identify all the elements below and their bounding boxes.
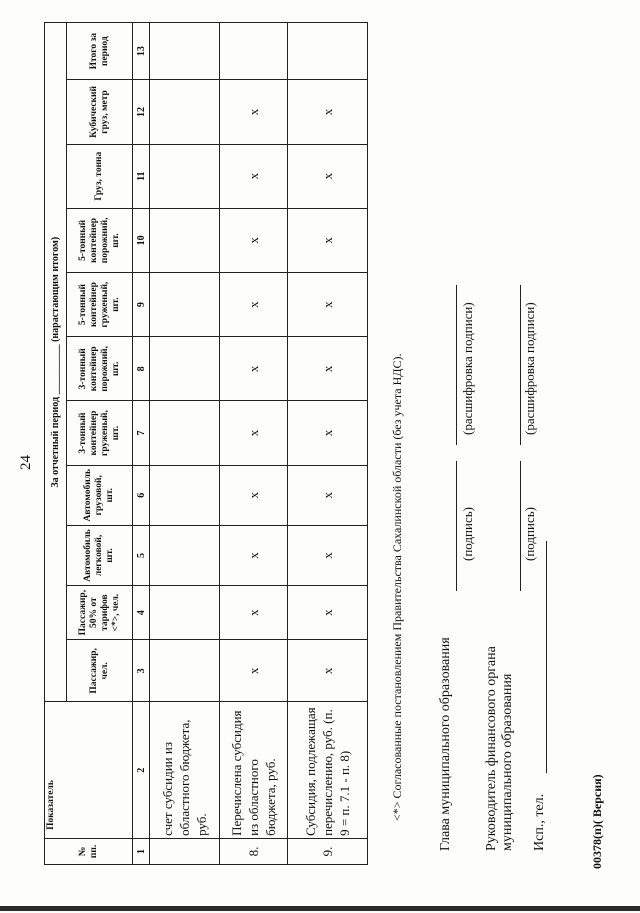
- col-header: Автомобиль грузовой, шт.: [67, 465, 133, 525]
- col-header: Груз, тонна: [67, 144, 133, 208]
- table-row: [288, 23, 368, 865]
- row-label: счет субсидии из областного бюджета, руб.: [150, 702, 220, 838]
- table-cell: x: [288, 465, 368, 525]
- col-header: Автомобиль легковой, шт.: [67, 525, 133, 585]
- column-number: 5: [133, 525, 150, 585]
- table-cell: x: [220, 337, 288, 401]
- finance-sign-caption: (подпись): [522, 507, 537, 561]
- finance-signature-label-1: Руководитель финансового органа: [484, 646, 499, 851]
- finance-decode-line: [520, 285, 521, 445]
- row-label: Субсидия, подлежащая перечислению, руб. (п. 9 = п. 7.1 - п. 8): [288, 702, 368, 838]
- row-label: Перечислена субсидия из областного бюджета, руб.: [220, 702, 288, 838]
- column-number: 12: [133, 80, 150, 144]
- executor-label: Исп., тел.: [532, 793, 547, 851]
- table-cell: [150, 337, 220, 401]
- document-code: 00378(п)( Версия): [590, 774, 604, 869]
- table-cell: x: [220, 144, 288, 208]
- col-header: Кубический груз, метр: [67, 80, 133, 144]
- head-decode-caption: (расшифровка подписи): [460, 302, 475, 435]
- table-cell: [150, 465, 220, 525]
- column-number: 1: [133, 838, 150, 864]
- report-table: [44, 22, 368, 865]
- table-cell: [150, 80, 220, 144]
- indicator-header: Показатель: [45, 702, 133, 838]
- footnote: <*> Согласованные постановлением Правительства Сахалинской области (без учета НДС).: [390, 353, 404, 821]
- finance-signature-label-2: муниципального образования: [500, 673, 515, 851]
- head-sign-line: [456, 461, 457, 591]
- period-header: За отчетный период __________ (нарастающим итогом): [45, 23, 67, 702]
- table-cell: [150, 586, 220, 640]
- table-cell: x: [288, 272, 368, 336]
- finance-decode-caption: (расшифровка подписи): [522, 302, 537, 435]
- table-cell: x: [288, 144, 368, 208]
- table-cell: x: [288, 586, 368, 640]
- col-header: 5-тонный контейнер порожний, шт.: [67, 208, 133, 272]
- table-cell: [150, 272, 220, 336]
- column-number: 8: [133, 337, 150, 401]
- table-cell: [150, 208, 220, 272]
- table-cell: [150, 401, 220, 465]
- table-cell: x: [220, 208, 288, 272]
- column-number: 3: [133, 640, 150, 702]
- col-header: Пассажир, чел.: [67, 640, 133, 702]
- head-signature-label: Глава муниципального образования: [438, 637, 453, 851]
- column-number: 7: [133, 401, 150, 465]
- table-cell: [288, 23, 368, 80]
- table-cell: [150, 640, 220, 702]
- column-number: 6: [133, 465, 150, 525]
- table-cell: x: [220, 640, 288, 702]
- row-number: 9.: [288, 838, 368, 864]
- table-cell: x: [288, 208, 368, 272]
- column-number: 13: [133, 23, 150, 80]
- table-cell: [220, 23, 288, 80]
- table-cell: x: [220, 525, 288, 585]
- table-cell: [150, 525, 220, 585]
- col-header: 3-тонный контейнер порожний, шт.: [67, 337, 133, 401]
- table-cell: x: [220, 465, 288, 525]
- table-cell: x: [220, 80, 288, 144]
- column-number: 2: [133, 702, 150, 838]
- column-number: 9: [133, 272, 150, 336]
- page-edge: [0, 906, 640, 911]
- col-header: 3-тонный контейнер груженый, шт.: [67, 401, 133, 465]
- table-cell: x: [288, 640, 368, 702]
- row-number: 8.: [220, 838, 288, 864]
- col-header: 5-тонный контейнер груженый, шт.: [67, 272, 133, 336]
- table-cell: x: [220, 586, 288, 640]
- column-number: 10: [133, 208, 150, 272]
- finance-sign-line: [520, 461, 521, 591]
- table-cell: x: [220, 272, 288, 336]
- executor-line: [546, 541, 547, 773]
- col-header: Пассажир, 50% от тарифов <*>, чел.: [67, 586, 133, 640]
- column-number: 11: [133, 144, 150, 208]
- table-cell: x: [288, 525, 368, 585]
- row-number: [150, 838, 220, 864]
- table-cell: x: [288, 337, 368, 401]
- table-row: [220, 23, 288, 865]
- head-decode-line: [456, 285, 457, 445]
- table-cell: [150, 23, 220, 80]
- table-cell: [150, 144, 220, 208]
- num-header: № пп.: [45, 838, 133, 864]
- table-cell: x: [288, 401, 368, 465]
- table-row: [150, 23, 220, 865]
- table-cell: x: [288, 80, 368, 144]
- col-header: Итого за период: [67, 23, 133, 80]
- head-sign-caption: (подпись): [460, 507, 475, 561]
- column-number: 4: [133, 586, 150, 640]
- page-number: 24: [18, 455, 34, 470]
- table-cell: x: [220, 401, 288, 465]
